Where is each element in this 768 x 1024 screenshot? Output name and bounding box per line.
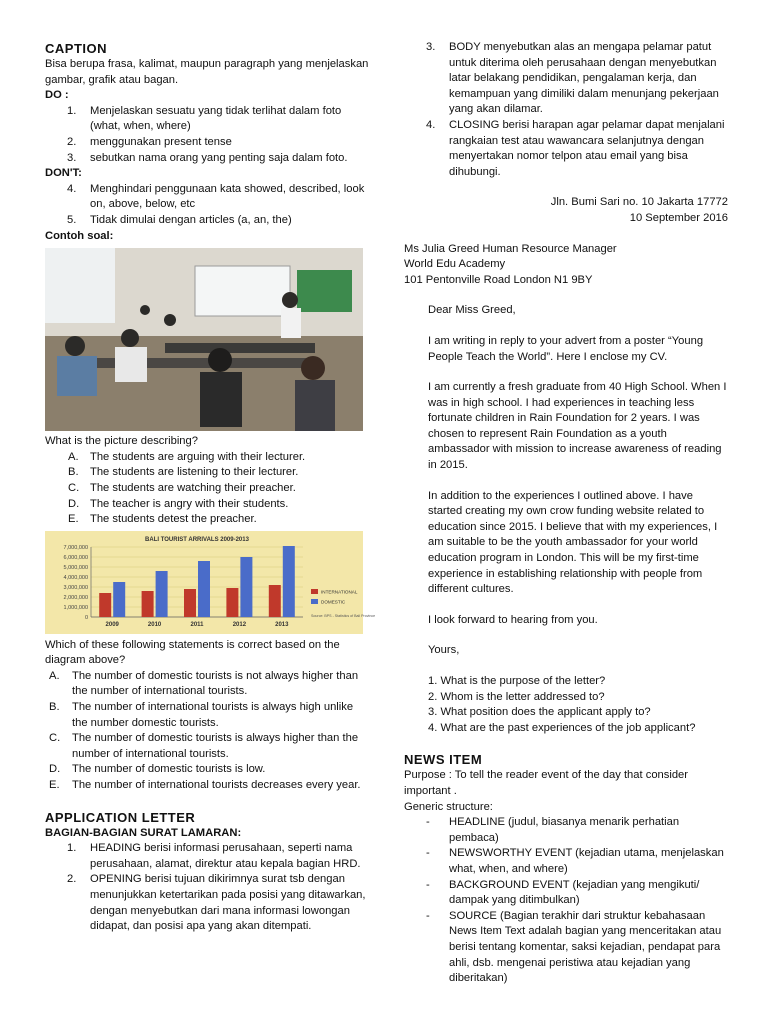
question-2-options — [45, 669, 370, 794]
x-tick-label: 2010 — [147, 621, 162, 628]
question-item: 2. Whom is the letter addressed to? — [428, 690, 605, 703]
application-title: APPLICATION LETTER — [45, 809, 196, 825]
question-item: 1. What is the purpose of the letter? — [428, 675, 606, 687]
question-2: Which of these following statements is correct based on the diagram above? — [45, 638, 340, 667]
list-item: 4. Menghindari penggunaan kata showed, described, look on, above, below, etc — [67, 182, 365, 211]
do-label: DO : — [45, 89, 69, 102]
option-item: E. The number of international tourists decreases every year. — [49, 779, 361, 792]
option-item: A. The number of domestic tourists is not always higher than the number of international tourists. — [49, 669, 359, 698]
list-item: - HEADLINE (judul, biasanya menarik perhatian pembaca) — [426, 816, 680, 844]
application-parts-rest — [404, 40, 728, 180]
bar-domestic — [283, 546, 295, 617]
bar-international — [226, 588, 238, 617]
letter-para-3: In addition to the experiences I outlined above. I have started creating my own crow funding website related to education since 2015. I believe that with my experiences, I am suitable to be the youth ambassador for your world education program in London. This will be my first-time experience in establishing relationship with people from different cultures. — [428, 489, 718, 596]
bar-chart — [45, 531, 376, 634]
dont-label: DON'T: — [45, 167, 82, 180]
legend-label: INTERNATIONAL — [321, 589, 358, 595]
spacer — [404, 365, 728, 380]
list-item: - NEWSWORTHY EVENT (kejadian utama, menjelaskan what, when, and where) — [426, 847, 724, 875]
spacer — [404, 288, 728, 303]
bar-domestic — [113, 582, 125, 617]
letter-questions — [404, 674, 728, 736]
option-item: A. The students are arguing with their lecturer. — [68, 450, 306, 463]
chart-title: BALI TOURIST ARRIVALS 2009-2013 — [145, 536, 249, 543]
question-1: What is the picture describing? — [45, 435, 198, 448]
classroom-photo — [45, 248, 363, 431]
x-tick-label: 2013 — [275, 621, 289, 628]
spacer — [404, 598, 728, 613]
news-structure-list — [404, 815, 728, 987]
list-item: 1. Menjelaskan sesuatu yang tidak terlihat dalam foto (what, when, where) — [67, 104, 342, 133]
y-tick-label: 0 — [84, 614, 88, 621]
spacer — [404, 736, 728, 751]
y-tick-label: 1,000,000 — [63, 604, 88, 611]
x-tick-label: 2011 — [190, 621, 204, 628]
question-item: 3. What position does the applicant apply to? — [428, 706, 651, 719]
classroom-illustration — [45, 248, 363, 431]
letter-closing: Yours, — [428, 644, 460, 657]
caption-title: CAPTION — [45, 41, 107, 56]
x-tick-label: 2009 — [105, 621, 119, 628]
bar-domestic — [156, 571, 168, 617]
option-item: D. The number of domestic tourists is low. — [49, 763, 266, 776]
dont-list — [45, 182, 370, 229]
legend-swatch — [311, 599, 318, 604]
bar-international — [269, 585, 281, 617]
bar-international — [142, 591, 154, 617]
bar-chart-svg — [45, 531, 376, 634]
spacer — [404, 180, 728, 195]
spacer — [404, 474, 728, 489]
recipient-line-1: Ms Julia Greed Human Resource Manager — [404, 242, 617, 255]
bar-domestic — [198, 561, 210, 617]
left-column — [45, 40, 376, 935]
letter-para-4: I look forward to hearing from you. — [428, 613, 598, 626]
legend-label: DOMESTIC — [321, 599, 346, 605]
letter-para-1: I am writing in reply to your advert from a poster “Young People Teach the World”. Here I enclose my CV. — [428, 334, 704, 363]
y-tick-label: 7,000,000 — [63, 544, 88, 551]
option-item: B. The students are listening to their lecturer. — [68, 466, 299, 479]
spacer — [404, 319, 728, 334]
list-item: 2. OPENING berisi tujuan dikirimnya surat tsb dengan menunjukkan ketertarikan pada posisi yang ditawarkan, dengan menyebutkan dari mana informasi lowongan didapat, dan posisi apa yang akan ditempati. — [67, 873, 366, 933]
list-item: 3. sebutkan nama orang yang penting saja dalam foto. — [67, 151, 348, 164]
option-item: C. The number of domestic tourists is always higher than the number of international tourists. — [49, 732, 359, 760]
caption-intro: Bisa berupa frasa, kalimat, maupun paragraph yang menjelaskan gambar, grafik atau bagan. — [45, 58, 369, 86]
letter-date: 10 September 2016 — [629, 211, 728, 224]
do-list — [45, 104, 370, 166]
recipient-line-3: 101 Pentonville Road London N1 9BY — [404, 273, 593, 286]
list-item: - SOURCE (Bagian terakhir dari struktur kebahasaan News Item Text adalah bagian yang menceritakan atau berisi tentang komentar, saksi kejadian, pendapat para ahli, dsb. mengenai peristiwa atau kejadian yang diberitakan) — [426, 909, 722, 985]
bar-international — [184, 589, 196, 617]
list-item: 3. BODY menyebutkan alas an mengapa pelamar patut untuk diterima oleh perusahaan dengan menyebutkan latar belakang pendidikan, pengalaman kerja, dan kemampuan yang dimiliki dalam menunjang pekerjaan yang akan dilamar. — [426, 41, 719, 116]
spacer — [404, 227, 728, 242]
application-parts-first — [45, 841, 370, 935]
bar-domestic — [240, 557, 252, 617]
sender-address: Jln. Bumi Sari no. 10 Jakarta 17772 — [550, 196, 728, 209]
list-item: 4. CLOSING berisi harapan agar pelamar dapat menjalani rangkaian test atau wawancara selanjutnya dengan menyertakan nomor telpon atau email yang bisa dihubungi. — [426, 118, 725, 178]
option-item: B. The number of international tourists is always high unlike the number domestic tourists. — [49, 701, 354, 729]
right-column — [404, 40, 728, 987]
x-tick-label: 2012 — [232, 621, 247, 628]
y-tick-label: 3,000,000 — [63, 584, 88, 591]
option-item: E. The students detest the preacher. — [68, 513, 257, 526]
bar-international — [99, 593, 111, 617]
news-structure-label: Generic structure: — [404, 800, 493, 813]
application-subtitle: BAGIAN-BAGIAN SURAT LAMARAN: — [45, 826, 242, 839]
source-note: Source: BPS - Statistics of Bali Province — [311, 613, 376, 618]
spacer — [404, 628, 728, 643]
list-item: 1. HEADING berisi informasi perusahaan, seperti nama perusahaan, alamat, direktur atau kepala bagian HRD. — [67, 842, 361, 870]
list-item: - BACKGROUND EVENT (kejadian yang mengikuti/ dampak yang ditimbulkan) — [426, 878, 700, 907]
option-item: D. The teacher is angry with their students. — [68, 497, 289, 510]
question-1-options — [45, 450, 370, 528]
y-tick-label: 5,000,000 — [63, 564, 88, 571]
list-item: 5. Tidak dimulai dengan articles (a, an, the) — [67, 213, 292, 226]
list-item: 2. menggunakan present tense — [67, 135, 232, 148]
option-item: C. The students are watching their preacher. — [68, 481, 296, 494]
spacer — [404, 659, 728, 674]
salutation: Dear Miss Greed, — [428, 304, 516, 317]
question-item: 4. What are the past experiences of the job applicant? — [428, 721, 696, 734]
y-tick-label: 4,000,000 — [63, 574, 88, 581]
news-purpose: Purpose : To tell the reader event of the day that consider important . — [404, 769, 689, 797]
recipient-line-2: World Edu Academy — [404, 258, 506, 271]
news-title: NEWS ITEM — [404, 752, 483, 768]
y-tick-label: 2,000,000 — [63, 594, 88, 601]
legend-swatch — [311, 589, 318, 594]
spacer — [45, 794, 370, 809]
letter-para-2: I am currently a fresh graduate from 40 High School. When I was in high school. I had experiences in teaching less fortunate children in Rain Foundation for 2 years. I was chosen to represent Rain Foundation as a youth ambassador with mission to increase awareness of reading in 2015. — [428, 381, 727, 472]
y-tick-label: 6,000,000 — [63, 554, 88, 561]
example-label: Contoh soal: — [45, 229, 114, 242]
